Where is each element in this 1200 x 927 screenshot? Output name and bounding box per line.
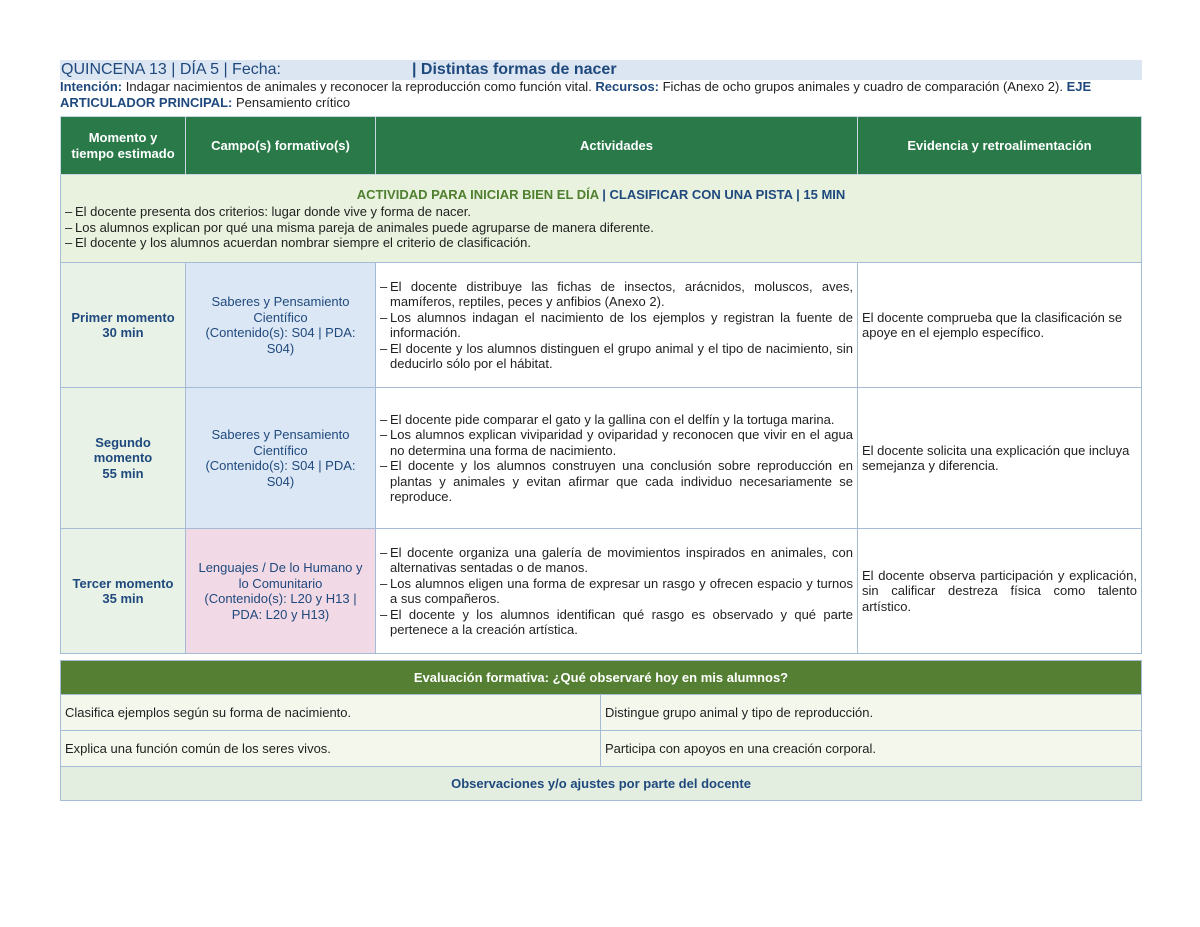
table-header-row [61,117,1142,175]
evaluacion-header-row [61,661,1142,695]
list-item: – Los alumnos explican por qué una misma pareja de animales puede agruparse de manera diferente. [65,220,1137,236]
observaciones-row [61,767,1142,801]
header-momento-line1: Momento y [88,130,158,145]
inicio-row [61,175,1142,263]
eje-label: EJE ARTICULADOR PRINCIPAL: [60,79,1092,110]
header-campo: Campo(s) formativo(s) [186,117,376,175]
page-title-right: | Distintas formas de nacer [412,61,617,78]
table-row [61,388,1142,529]
actividades-cell [376,263,858,388]
momento-cell [61,263,186,388]
list-item: – Los alumnos eligen una forma de expresar un rasgo y ofrecen espacio y turnos a sus compañeros. [380,576,853,607]
campo-cell [186,388,376,529]
campo-contenido: (Contenido(s): S04 | PDA: S04) [205,325,356,356]
list-item: – El docente presenta dos criterios: lugar donde vive y forma de nacer. [65,204,1137,220]
header-momento [61,117,186,175]
campo-name: Saberes y Pensamiento Científico [211,294,350,325]
actividades-cell [376,529,858,654]
header-momento-line2: tiempo estimado [71,145,175,161]
inicio-title-green: ACTIVIDAD PARA INICIAR BIEN EL DÍA [356,186,599,202]
evidencia-cell: El docente observa participación y explicación, sin calificar destreza física como talento artístico. [858,529,1142,654]
campo-cell [186,263,376,388]
table-row [61,263,1142,388]
page-title-bar [60,60,1142,80]
momento-label: Tercer momento [72,575,174,591]
list-item: – Los alumnos indagan el nacimiento de los ejemplos y registran la fuente de información. [380,310,853,341]
evaluacion-cell: Clasifica ejemplos según su forma de nacimiento. [61,695,601,731]
evidencia-cell: El docente comprueba que la clasificación se apoye en el ejemplo específico. [858,263,1142,388]
evaluacion-cell: Participa con apoyos en una creación corporal. [601,731,1142,767]
header-evidencia: Evidencia y retroalimentación [858,117,1142,175]
inicio-cell [61,175,1142,263]
campo-name: Saberes y Pensamiento Científico [211,427,350,458]
observaciones-cell: Observaciones y/o ajustes por parte del docente [61,767,1142,801]
momento-cell [61,388,186,529]
list-item: – El docente y los alumnos acuerdan nombrar siempre el criterio de clasificación. [65,235,1137,251]
evaluacion-cell: Explica una función común de los seres vivos. [61,731,601,767]
activities-table [60,116,1142,654]
momento-label: Primer momento [71,309,175,325]
campo-contenido: (Contenido(s): S04 | PDA: S04) [205,458,356,489]
list-item: – El docente organiza una galería de movimientos inspirados en animales, con alternativas sentadas o de manos. [380,545,853,576]
momento-time: 55 min [102,465,144,481]
evidencia-cell: El docente solicita una explicación que incluya semejanza y diferencia. [858,388,1142,529]
actividades-list [380,412,853,505]
actividades-list [380,545,853,638]
evaluacion-cell: Distingue grupo animal y tipo de reproducción. [601,695,1142,731]
actividades-cell [376,388,858,529]
list-item: – Los alumnos explican viviparidad y oviparidad y reconocen que vivir en el agua no determina una forma de nacimiento. [380,427,853,458]
list-item: – El docente y los alumnos distinguen el grupo animal y el tipo de nacimiento, sin deducirlo sólo por el hábitat. [380,341,853,372]
table-row [61,695,1142,731]
table-row [61,731,1142,767]
list-item: – El docente pide comparar el gato y la gallina con el delfín y la tortuga marina. [380,412,853,428]
momento-cell [61,529,186,654]
momento-label: Segundo momento [93,434,153,466]
inicio-title [65,187,1137,203]
campo-name: Lenguajes / De lo Humano y lo Comunitario [198,560,363,591]
list-item: – El docente y los alumnos construyen una conclusión sobre reproducción en plantas y animales y evitan afirmar que cada individuo necesariamente se reproduce. [380,458,853,505]
campo-contenido: (Contenido(s): L20 y H13 | PDA: L20 y H13) [204,591,357,622]
header-actividades: Actividades [376,117,858,175]
eje-text: Pensamiento crítico [232,95,351,110]
recursos-text: Fichas de ocho grupos animales y cuadro de comparación (Anexo 2). [659,79,1067,94]
momento-time: 30 min [102,325,144,340]
intencion-text: Indagar nacimientos de animales y reconocer la reproducción como función vital. [122,79,596,94]
recursos-label: Recursos: [595,79,659,94]
intro-paragraph [60,79,1142,111]
actividades-list [380,279,853,372]
evaluacion-title: Evaluación formativa: ¿Qué observaré hoy en mis alumnos? [61,661,1142,695]
page-title-left: QUINCENA 13 | DÍA 5 | Fecha: [61,61,281,78]
list-item: – El docente y los alumnos identifican qué rasgo es observado y qué parte pertenece a la creación artística. [380,607,853,638]
inicio-title-blue: | CLASIFICAR CON UNA PISTA | 15 MIN [598,186,846,202]
evaluacion-table [60,660,1142,801]
inicio-list [65,204,1137,251]
intencion-label: Intención: [60,79,123,94]
table-row [61,529,1142,654]
momento-time: 35 min [102,591,144,606]
list-item: – El docente distribuye las fichas de insectos, arácnidos, moluscos, aves, mamíferos, reptiles, peces y anfibios (Anexo 2). [380,279,853,310]
campo-cell [186,529,376,654]
